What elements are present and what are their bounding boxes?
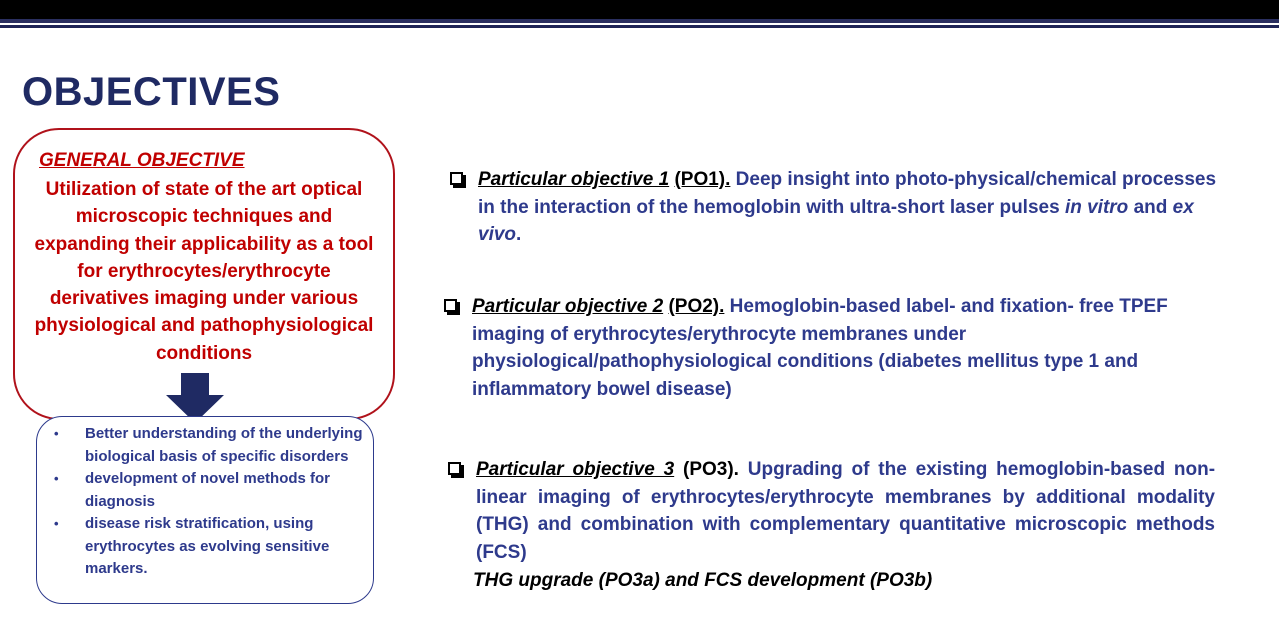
particular-objective-3 xyxy=(476,456,1215,566)
checkbox-icon xyxy=(450,172,463,185)
list-item: • development of novel methods for diagnosis xyxy=(54,470,331,510)
bullet-icon: • xyxy=(54,471,59,486)
top-bar xyxy=(0,0,1279,19)
general-objective-text: Utilization of state of the art optical microscopic techniques and expanding their applicability as a tool for erythrocytes/erythrocyte derivatives imaging under various physiological and pathophysiological conditions xyxy=(34,179,374,364)
po3-code: (PO3). xyxy=(683,459,739,480)
checkbox-icon xyxy=(444,299,457,312)
po1-ex-vivo: ex vivo xyxy=(478,196,1194,245)
po2-label: Particular objective 2 xyxy=(472,296,664,317)
po1-code: (PO1). xyxy=(674,169,731,190)
top-rule-secondary xyxy=(0,25,1279,28)
checkbox-icon xyxy=(448,462,461,475)
page-title: OBJECTIVES xyxy=(22,70,281,114)
bullet-icon: • xyxy=(54,426,59,441)
po2-text: Hemoglobin-based label- and fixation- free TPEF imaging of erythrocytes/erythrocyte membranes under physiological/pathophysiological conditions (diabetes mellitus type 1 and inflammatory bowel disease) xyxy=(472,296,1168,400)
list-item: • disease risk stratification, using erythrocytes as evolving sensitive markers. xyxy=(54,515,330,577)
po3-subobjectives: THG upgrade (PO3a) and FCS development (PO3b) xyxy=(473,570,933,591)
po1-in-vitro: in vitro xyxy=(1064,196,1129,218)
bullet-icon: • xyxy=(54,516,59,531)
top-rule xyxy=(0,19,1279,23)
po3-text: Upgrading of the existing hemoglobin-based non-linear imaging of erythrocytes/erythrocyte membranes by additional modality (THG) and combination with complementary quantitative microscopic methods (FCS) xyxy=(476,459,1216,563)
po3-label: Particular objective 3 xyxy=(476,459,675,480)
po1-and: and xyxy=(1133,196,1168,218)
po2-code: (PO2). xyxy=(668,296,725,317)
po1-label: Particular objective 1 xyxy=(478,169,670,190)
po1-text: Deep insight into photo-physical/chemical processes in the interaction of the hemoglobin with ultra-short laser pulses xyxy=(478,169,1217,218)
outcomes-box xyxy=(36,416,374,604)
po1-end: . xyxy=(516,224,522,245)
particular-objective-1 xyxy=(478,166,1218,249)
particular-objective-2 xyxy=(472,293,1212,403)
general-objective-heading: GENERAL OBJECTIVE xyxy=(39,150,245,171)
list-item: • Better understanding of the underlying biological basis of specific disorders xyxy=(54,425,363,465)
outcomes-list xyxy=(54,423,365,581)
